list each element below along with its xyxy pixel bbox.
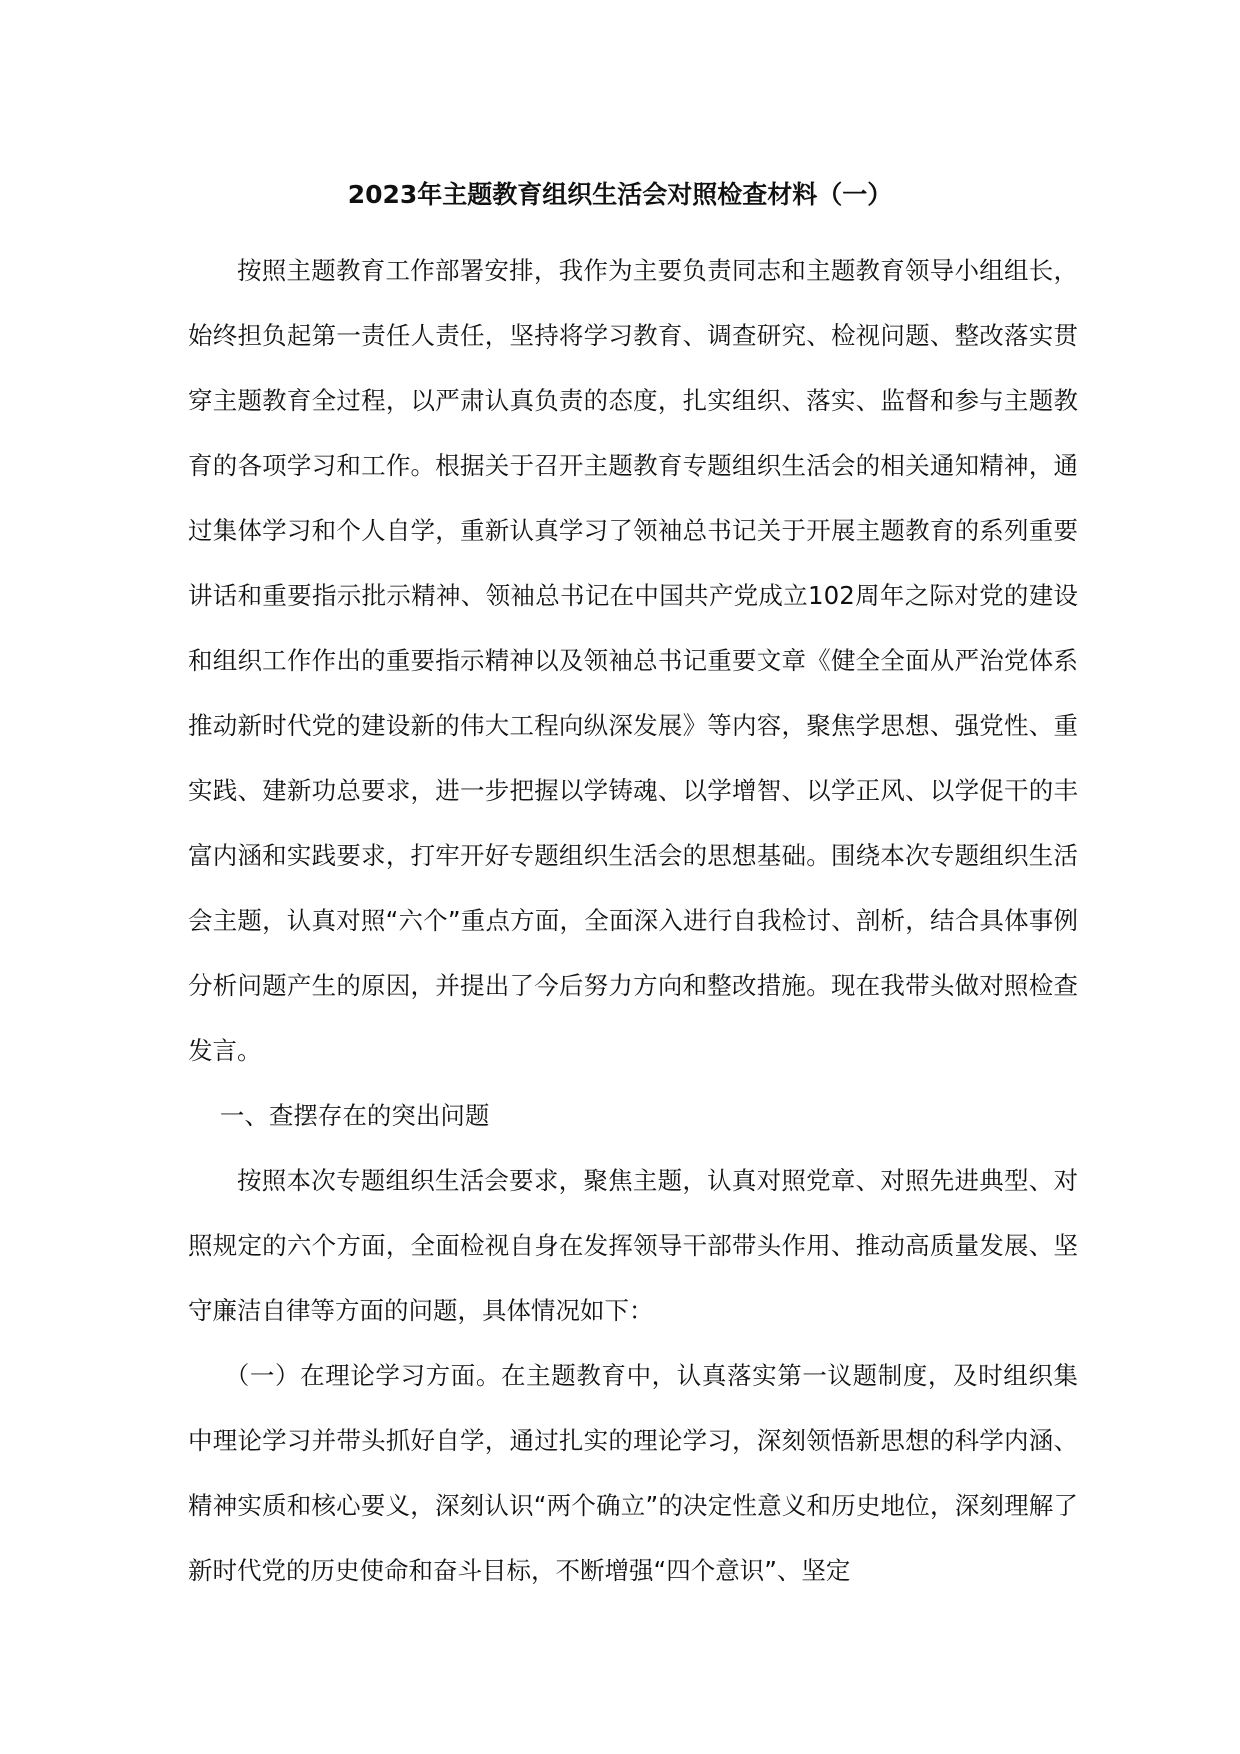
section-heading-1: 一、查摆存在的突出问题	[219, 1101, 490, 1130]
document-title: 2023年主题教育组织生活会对照检查材料（一）	[347, 180, 893, 209]
paragraph-intro: 按照主题教育工作部署安排，我作为主要负责同志和主题教育领导小组组长，始终担负起第一责任人责任，坚持将学习教育、调查研究、检视问题、整改落实贯穿主题教育全过程，以严肃认真负责的态度，扎实组织、落实、监督和参与主题教育的各项学习和工作。根据关于召开主题教育专题组织生活会的相关通知精神，通过集体学习和个人自学，重新认真学习了领袖总书记关于开展主题教育的系列重要讲话和重要指示批示精神、领袖总书记在中国共产党成立102周年之际对党的建设和组织工作作出的重要指示精神以及领袖总书记重要文章《健全全面从严治党体系推动新时代党的建设新的伟大工程向纵深发展》等内容，聚焦学思想、强党性、重实践、建新功总要求，进一步把握以学铸魂、以学增智、以学正风、以学促干的丰富内涵和实践要求，打牢开好专题组织生活会的思想基础。围绕本次专题组织生活会主题，认真对照“六个”重点方面，全面深入进行自我检讨、剖析，结合具体事例分析问题产生的原因，并提出了今后努力方向和整改措施。现在我带头做对照检查发言。	[188, 256, 1078, 1065]
paragraph-requirements: 按照本次专题组织生活会要求，聚焦主题，认真对照党章、对照先进典型、对照规定的六个方面，全面检视自身在发挥领导干部带头作用、推动高质量发展、坚守廉洁自律等方面的问题，具体情况如下：	[188, 1166, 1078, 1325]
paragraph-theory-study: （一）在理论学习方面。在主题教育中，认真落实第一议题制度，及时组织集中理论学习并带头抓好自学，通过扎实的理论学习，深刻领悟新思想的科学内涵、精神实质和核心要义，深刻认识“两个确立”的决定性意义和历史地位，深刻理解了新时代党的历史使命和奋斗目标，不断增强“四个意识”、坚定	[188, 1361, 1078, 1585]
document-body	[188, 238, 1078, 1603]
